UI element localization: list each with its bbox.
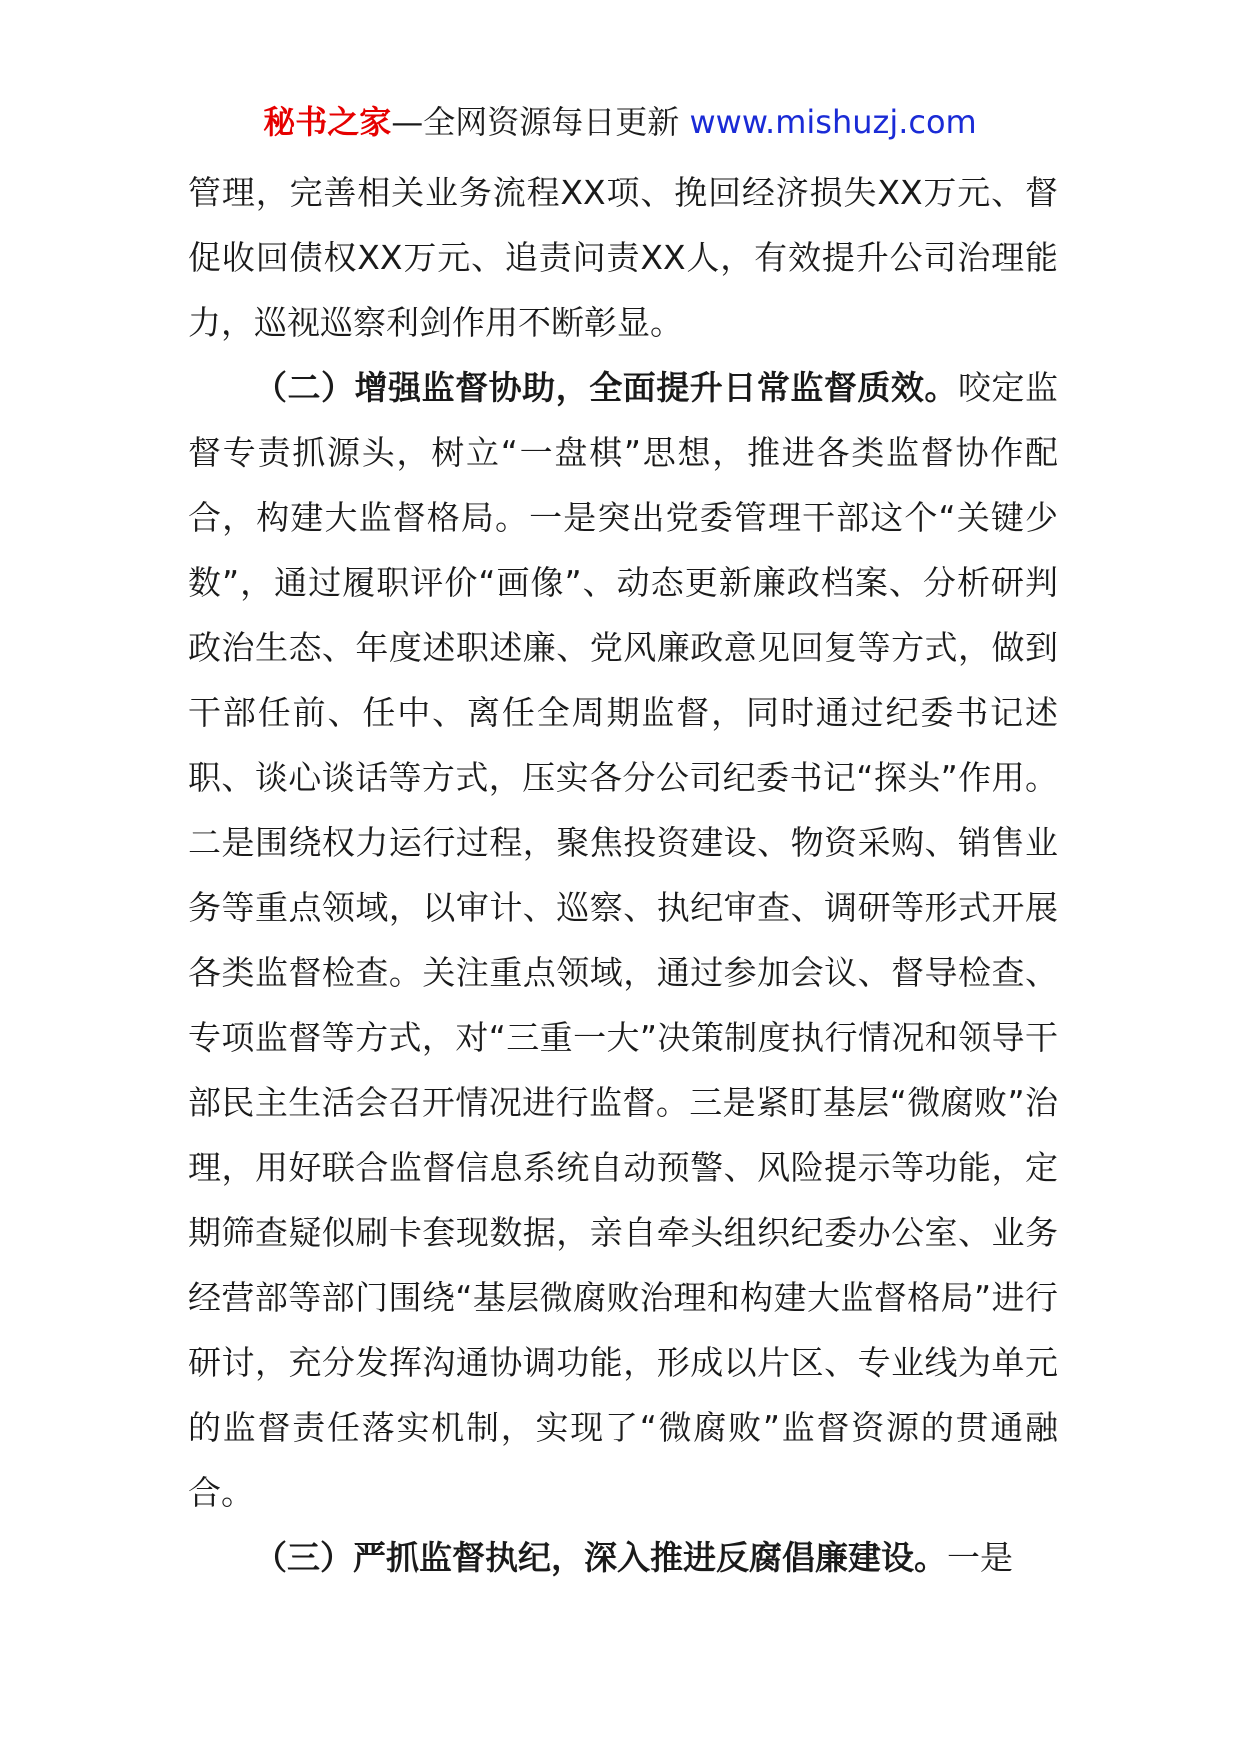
header-tagline: —全网资源每日更新 [391, 103, 690, 141]
paragraph-text: 一是 [947, 1538, 1013, 1577]
paragraph-continuation [188, 160, 1058, 355]
paragraph-section-2 [188, 355, 1058, 1525]
paragraph-text: 管理，完善相关业务流程XX项、挽回经济损失XX万元、督促收回债权XX万元、追责问责XX人，有效提升公司治理能力，巡视巡察利剑作用不断彰显。 [188, 173, 1058, 342]
site-name: 秘书之家 [263, 103, 392, 141]
section-heading: （三）严抓监督执纪，深入推进反腐倡廉建设。 [254, 1538, 947, 1577]
paragraph-text: 咬定监督专责抓源头，树立“一盘棋”思想，推进各类监督协作配合，构建大监督格局。一是突出党委管理干部这个“关键少数”，通过履职评价“画像”、动态更新廉政档案、分析研判政治生态、年度述职述廉、党风廉政意见回复等方式，做到干部任前、任中、离任全周期监督，同时通过纪委书记述职、谈心谈话等方式，压实各分公司纪委书记“探头”作用。二是围绕权力运行过程，聚焦投资建设、物资采购、销售业务等重点领域，以审计、巡察、执纪审查、调研等形式开展各类监督检查。关注重点领域，通过参加会议、督导检查、专项监督等方式，对“三重一大”决策制度执行情况和领导干部民主生活会召开情况进行监督。三是紧盯基层“微腐败”治理，用好联合监督信息系统自动预警、风险提示等功能，定期筛查疑似刷卡套现数据，亲自牵头组织纪委办公室、业务经营部等部门围绕“基层微腐败治理和构建大监督格局”进行研讨，充分发挥沟通协调功能，形成以片区、专业线为单元的监督责任落实机制，实现了“微腐败”监督资源的贯通融合。 [188, 368, 1059, 1512]
site-url-link[interactable]: www.mishuzj.com [689, 103, 977, 141]
section-heading: （二）增强监督协助，全面提升日常监督质效。 [254, 368, 958, 407]
page-header [0, 100, 1240, 144]
document-body [188, 160, 1058, 1590]
paragraph-section-3 [188, 1525, 1058, 1590]
